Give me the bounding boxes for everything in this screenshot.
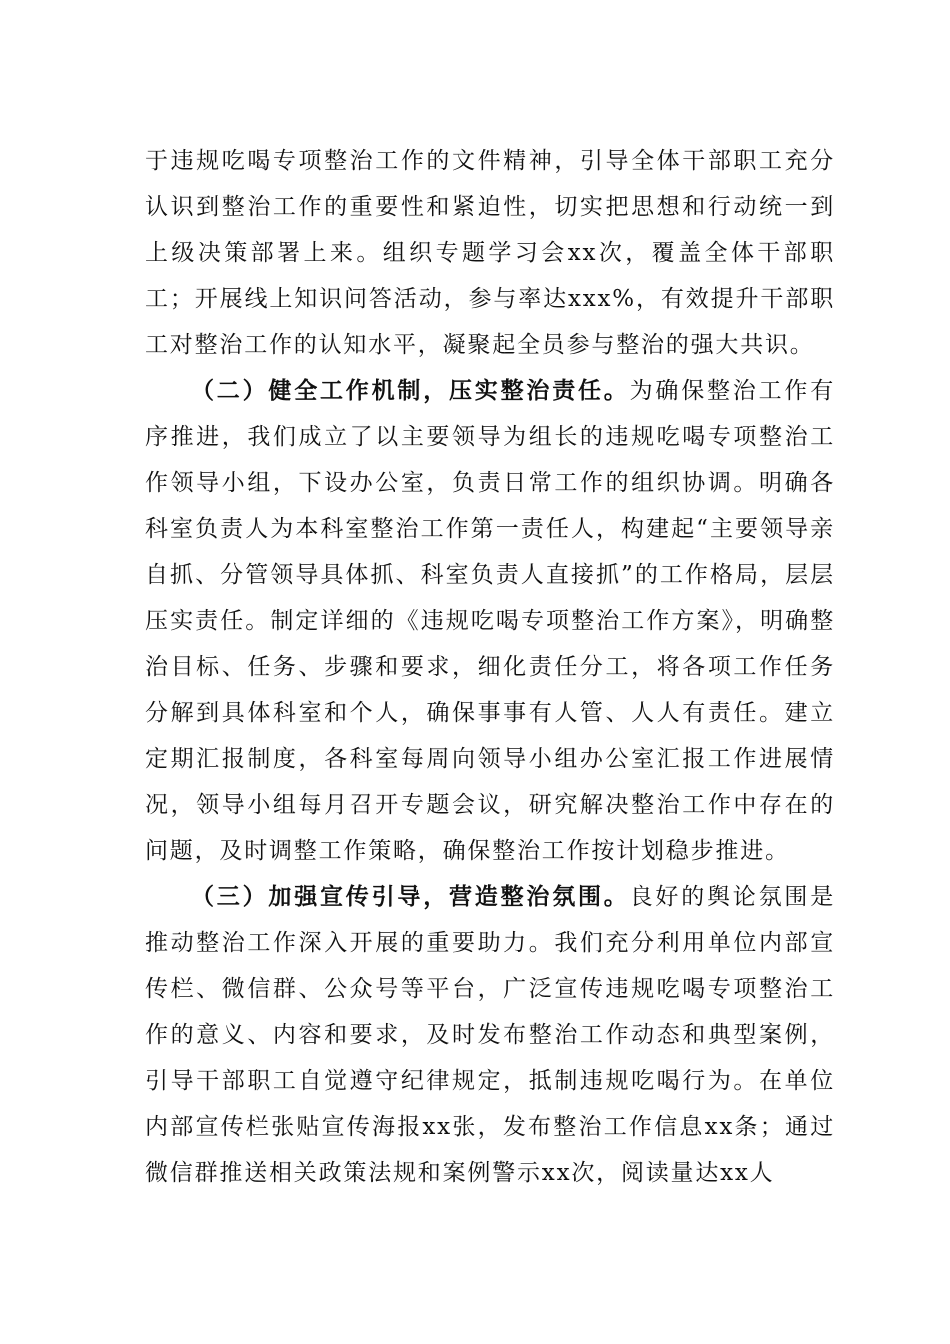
paragraph-continued: 于违规吃喝专项整治工作的文件精神，引导全体干部职工充分认识到整治工作的重要性和紧迫性，切实把思想和行动统一到上级决策部署上来。组织专题学习会xx次，覆盖全体干部职工；开展线上知识问答活动，参与率达xxx%，有效提升干部职工对整治工作的认知水平，凝聚起全员参与整治的强大共识。 <box>145 148 835 358</box>
section-two-paragraph <box>145 368 835 874</box>
section-three-paragraph <box>145 874 835 1196</box>
section-three-body: 良好的舆论氛围是推动整治工作深入开展的重要助力。我们充分利用单位内部宣传栏、微信群、公众号等平台，广泛宣传违规吃喝专项整治工作的意义、内容和要求，及时发布整治工作动态和典型案例，引导干部职工自觉遵守纪律规定，抵制违规吃喝行为。在单位内部宣传栏张贴宣传海报xx张，发布整治工作信息xx条；通过微信群推送相关政策法规和案例警示xx次，阅读量达xx人 <box>145 884 835 1186</box>
section-two-heading: （二）健全工作机制，压实整治责任。 <box>191 377 630 404</box>
section-two-body: 为确保整治工作有序推进，我们成立了以主要领导为组长的违规吃喝专项整治工作领导小组，下设办公室，负责日常工作的组织协调。明确各科室负责人为本科室整治工作第一责任人，构建起“主要领导亲自抓、分管领导具体抓、科室负责人直接抓”的工作格局，层层压实责任。制定详细的《违规吃喝专项整治工作方案》，明确整治目标、任务、步骤和要求，细化责任分工，将各项工作任务分解到具体科室和个人，确保事事有人管、人人有责任。建立定期汇报制度，各科室每周向领导小组办公室汇报工作进展情况，领导小组每月召开专题会议，研究解决整治工作中存在的问题，及时调整工作策略，确保整治工作按计划稳步推进。 <box>145 378 835 864</box>
document-body <box>145 138 835 1196</box>
section-three-heading: （三）加强宣传引导，营造整治氛围。 <box>191 883 630 910</box>
